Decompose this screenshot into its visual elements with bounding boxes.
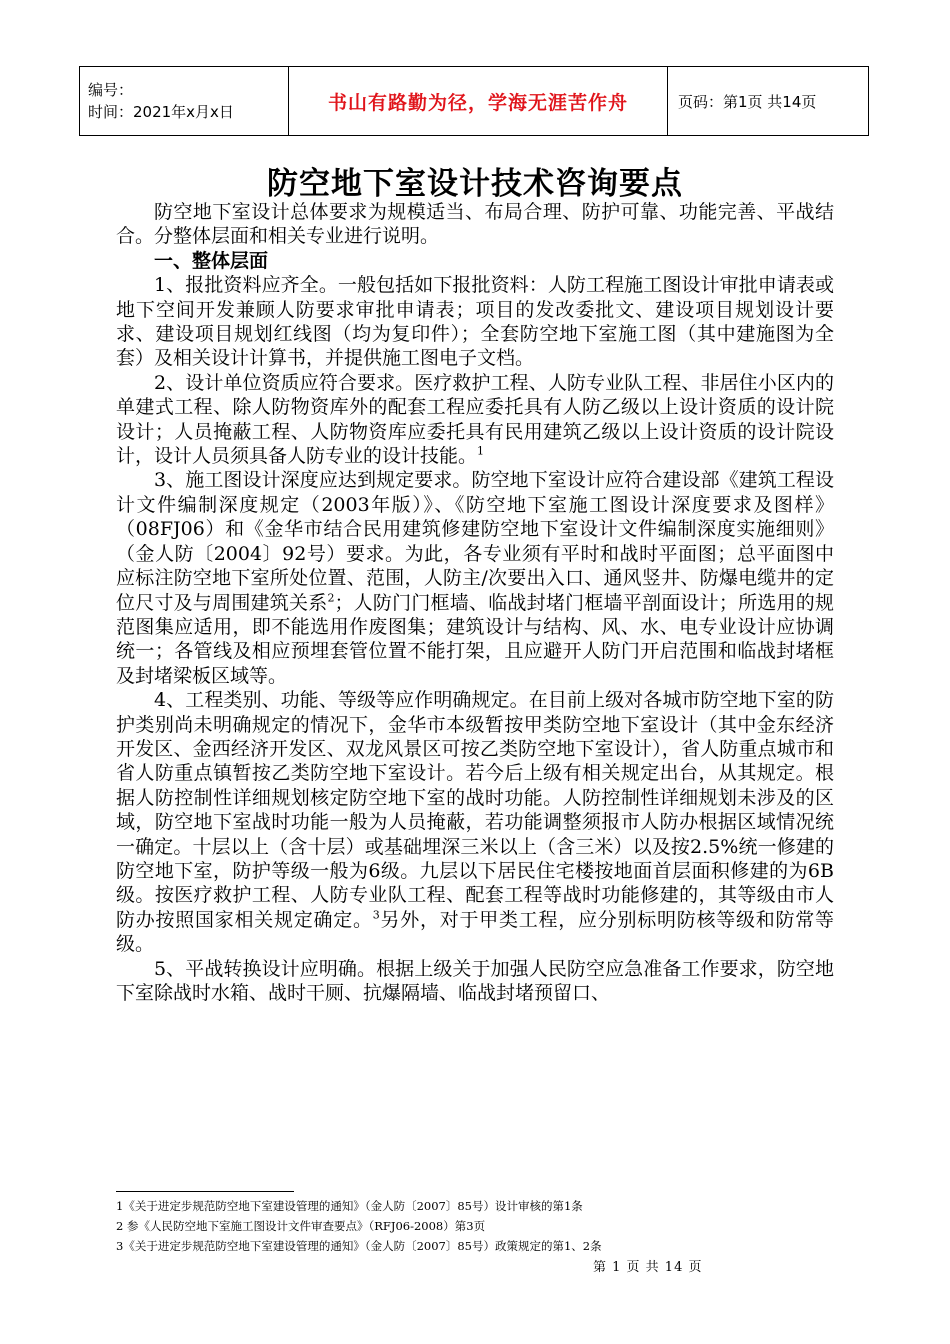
header-table — [79, 66, 869, 136]
document-body — [116, 200, 834, 1005]
paragraph-2-text: 2、设计单位资质应符合要求。医疗救护工程、人防专业队工程、非居住小区内的单建式工程、除人防物资库外的配套工程应委托具有人防乙级以上设计资质的设计院设计；人员掩蔽工程、人防物资库应委托具有民用建筑乙级以上设计资质的设计院设计，设计人员须具备人防专业的设计技能。 — [116, 371, 834, 468]
footnote-ref-2[interactable]: 2 — [327, 591, 335, 605]
header-motto: 书山有路勤为径，学海无涯苦作舟 — [289, 67, 668, 136]
document-number-label: 编号： — [88, 81, 134, 99]
footnote-divider — [116, 1191, 294, 1192]
header-meta — [80, 67, 289, 136]
footnote-ref-3[interactable]: 3 — [372, 908, 380, 922]
paragraph-3-text-b: ；人防门门框墙、临战封堵门框墙平剖面设计；所选用的规范图集应适用，即不能选用作废图集；建筑设计与结构、风、水、电专业设计应协调统一；各管线及相应预埋套管位置不能打架，且应避开人防门开启范围和临战封堵框及封堵梁板区域等。 — [116, 591, 834, 687]
intro-paragraph: 防空地下室设计总体要求为规模适当、布局合理、防护可靠、功能完善、平战结合。分整体层面和相关专业进行说明。 — [116, 201, 834, 248]
header-page-info: 页码：第1页 共14页 — [668, 67, 869, 136]
paragraph-4 — [116, 688, 834, 956]
paragraph-4-text-a: 4、工程类别、功能、等级等应作明确规定。在目前上级对各城市防空地下室的防护类别尚未明确规定的情况下，金华市本级暂按甲类防空地下室设计（其中金东经济开发区、金西经济开发区、双龙风景区可按乙类防空地下室设计），省人防重点城市和省人防重点镇暂按乙类防空地下室设计。若今后上级有相关规定出台，从其规定。根据人防控制性详细规划核定防空地下室的战时功能。人防控制性详细规划未涉及的区域，防空地下室战时功能一般为人员掩蔽，若功能调整须报市人防办根据区域情况统一确定。十层以上（含十层）或基础埋深三米以上（含三米）以及按2.5%统一修建的防空地下室，防护等级一般为6级。九层以下居民住宅楼按地面首层面积修建的为6B级。按医疗救护工程、人防专业队工程、配套工程等战时功能修建的，其等级由市人防办按照国家相关规定确定。 — [116, 689, 834, 931]
paragraph-4-text-b: 另外，对于甲类工程，应分别标明防核等级和防常等级。 — [116, 908, 834, 956]
page-footer: 第 1 页 共 14 页 — [593, 1260, 703, 1275]
paragraph-3 — [116, 468, 834, 688]
paragraph-5: 5、平战转换设计应明确。根据上级关于加强人民防空应急准备工作要求，防空地下室除战时水箱、战时干厕、抗爆隔墙、临战封堵预留口、 — [116, 957, 834, 1004]
footnote-1: 1《关于进定步规范防空地下室建设管理的通知》（金人防〔2007〕85号）设计审核的第1条 — [116, 1199, 583, 1213]
footnote-ref-1[interactable]: 1 — [477, 444, 485, 458]
paragraph-2 — [116, 371, 834, 469]
section-heading: 一、整体层面 — [154, 249, 269, 272]
footnotes — [116, 1196, 856, 1256]
footnote-3: 3《关于进定步规范防空地下室建设管理的通知》（金人防〔2007〕85号）政策规定的第1、2条 — [116, 1239, 602, 1253]
paragraph-3-text-a: 3、施工图设计深度应达到规定要求。防空地下室设计应符合建设部《建筑工程设计文件编制深度规定（2003年版）》、《防空地下室施工图设计深度要求及图样》（08FJ06）和《金华市结合民用建筑修建防空地下室设计文件编制深度实施细则》（金人防〔2004〕92号）要求。为此，各专业须有平时和战时平面图；总平面图中应标注防空地下室所处位置、范围，人防主/次要出入口、通风竖井、防爆电缆井的定位尺寸及与周围建筑关系 — [116, 469, 834, 614]
footnote-2: 2 参《人民防空地下室施工图设计文件审查要点》（RFJ06-2008）第3页 — [116, 1219, 486, 1233]
document-time-label: 时间：2021年x月x日 — [88, 103, 234, 121]
document-title: 防空地下室设计技术咨询要点 — [267, 166, 683, 202]
paragraph-1: 1、报批资料应齐全。一般包括如下报批资料：人防工程施工图设计审批申请表或地下空间开发兼顾人防要求审批申请表；项目的发改委批文、建设项目规划设计要求、建设项目规划红线图（均为复印件）；全套防空地下室施工图（其中建施图为全套）及相关设计计算书，并提供施工图电子文档。 — [116, 274, 834, 370]
